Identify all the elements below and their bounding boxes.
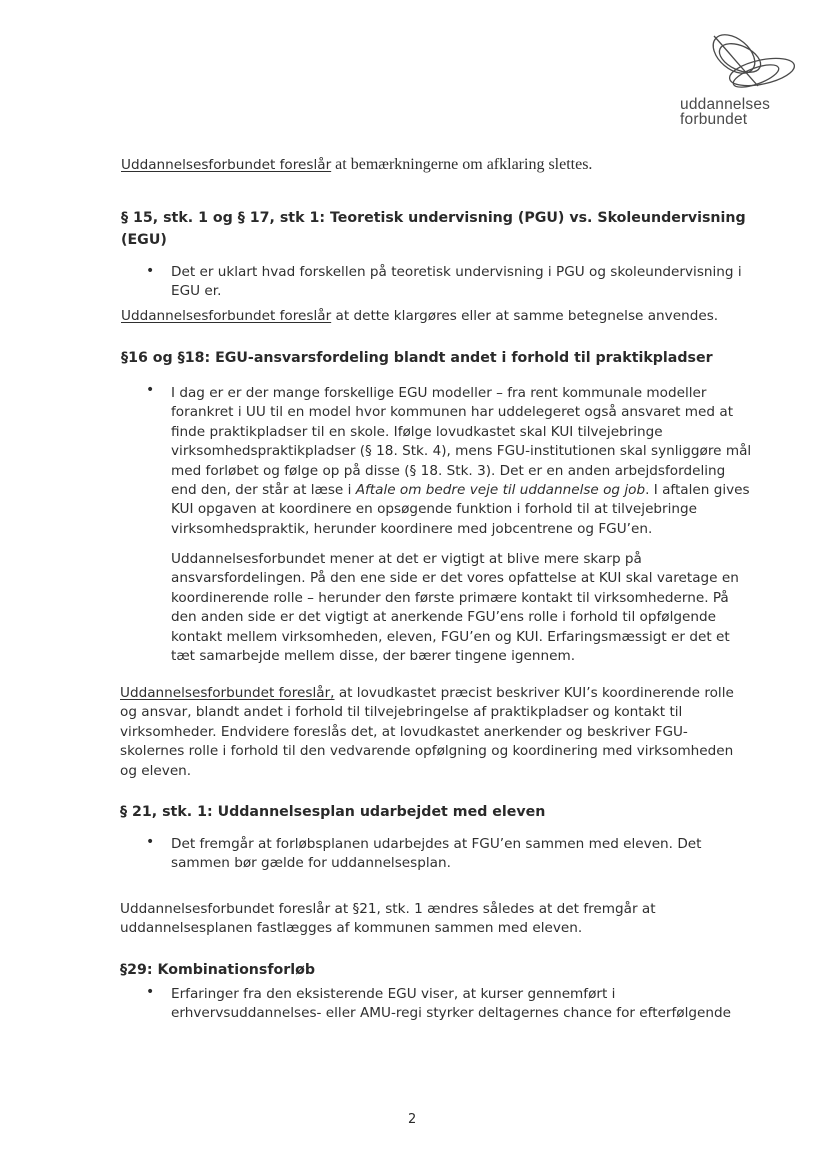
- logo-line-2: forbundet: [680, 111, 748, 128]
- section-3-proposal: Uddannelsesforbundet foreslår at §21, stk. 1 ændres således at det fremgår at uddannelsesplanen fastlægges af kommunen sammen med eleven.: [120, 901, 656, 937]
- bullet-icon: •: [146, 834, 155, 850]
- intro-rest: at bemærkningerne om afklaring slettes.: [331, 156, 593, 173]
- intro-paragraph: [121, 155, 681, 175]
- bullet-icon: •: [146, 263, 155, 279]
- section-1-bullet: Det er uklart hvad forskellen på teoretisk undervisning i PGU og skoleundervisning i EGU er.: [171, 264, 742, 300]
- section-2-bullet: [171, 384, 754, 539]
- logo-text: [680, 97, 770, 127]
- section-1-proposal: [121, 307, 761, 326]
- section-2-bullet-italic: Aftale om bedre veje til uddannelse og job: [355, 482, 646, 499]
- section-2-proposal: [120, 684, 750, 781]
- bullet-icon: •: [146, 382, 155, 398]
- page-number: 2: [408, 1112, 417, 1127]
- section-3-heading: § 21, stk. 1: Uddannelsesplan udarbejdet med eleven: [120, 804, 546, 820]
- section-4-heading: §29: Kombinationsforløb: [120, 962, 316, 978]
- section-1-heading-line-1: § 15, stk. 1 og § 17, stk 1: Teoretisk undervisning (PGU) vs. Skoleundervisning: [121, 210, 746, 226]
- intro-org: Uddannelsesforbundet foreslår: [121, 157, 332, 173]
- section-4-bullet: Erfaringer fra den eksisterende EGU viser, at kurser gennemført i erhvervsuddannelses- eller AMU-regi styrker deltagernes chance for efterfølgende: [171, 986, 731, 1022]
- section-2-proposal-org: Uddannelsesforbundet foreslår,: [120, 685, 335, 701]
- section-2-bullet-text-1: I dag er er der mange forskellige EGU modeller – fra rent kommunale modeller forankret i UU til en model hvor kommunen har uddelegeret også ansvaret med at finde praktikpladser til en skole. Ifølge lovudkastet skal KUI tilvejebringe virksomhedspraktikpladser (§ 18. Stk. 4), mens FGU-institutionen skal synliggøre mål med forløbet og følge op på disse (§ 18. Stk. 3). Det er en anden arbejdsfordeling end den, der står at læse i: [171, 385, 752, 499]
- bullet-icon: •: [146, 984, 155, 1000]
- section-2-bullet-text-2: . I aftalen gives KUI opgaven at koordinere en opsøgende funktion i forhold til at tilvejebringe virksomhedspraktik, herunder koordinere med jobcentrene og FGU’en.: [171, 482, 750, 537]
- logo-icon: [700, 28, 800, 100]
- section-2-paragraph: Uddannelsesforbundet mener at det er vigtigt at blive mere skarp på ansvarsfordelingen. På den ene side er det vores opfattelse at KUI skal varetage en koordinerende rolle – herunder den første primære kontakt til virksomhederne. På den anden side er det vigtigt at anerkende FGU’ens rolle i forhold til opfølgende kontakt mellem virksomheden, eleven, FGU’en og KUI. Erfaringsmæssigt er det et tæt samarbejde mellem disse, der bærer tingene igennem.: [171, 551, 739, 665]
- section-1-proposal-rest: at dette klargøres eller at samme betegnelse anvendes.: [331, 308, 719, 324]
- logo-line-1: uddannelses: [680, 96, 771, 113]
- section-1-heading-line-2: (EGU): [121, 232, 167, 248]
- section-1-heading: [121, 207, 761, 251]
- section-2-heading: §16 og §18: EGU-ansvarsfordeling blandt andet i forhold til praktikpladser: [121, 350, 713, 366]
- section-3-bullet: Det fremgår at forløbsplanen udarbejdes at FGU’en sammen med eleven. Det sammen bør gælde for uddannelsesplan.: [171, 836, 702, 872]
- section-1-proposal-org: Uddannelsesforbundet foreslår: [121, 308, 332, 324]
- section-2-proposal-rest: at lovudkastet præcist beskriver KUI’s koordinerende rolle og ansvar, blandt andet i forhold til tilvejebringelse af praktikpladser og kontakt til virksomheder. Endvidere foreslås det, at lovudkastet anerkender og beskriver FGU-skolernes rolle i forhold til den vedvarende opfølgning og koordinering med virksomheden og eleven.: [120, 685, 734, 779]
